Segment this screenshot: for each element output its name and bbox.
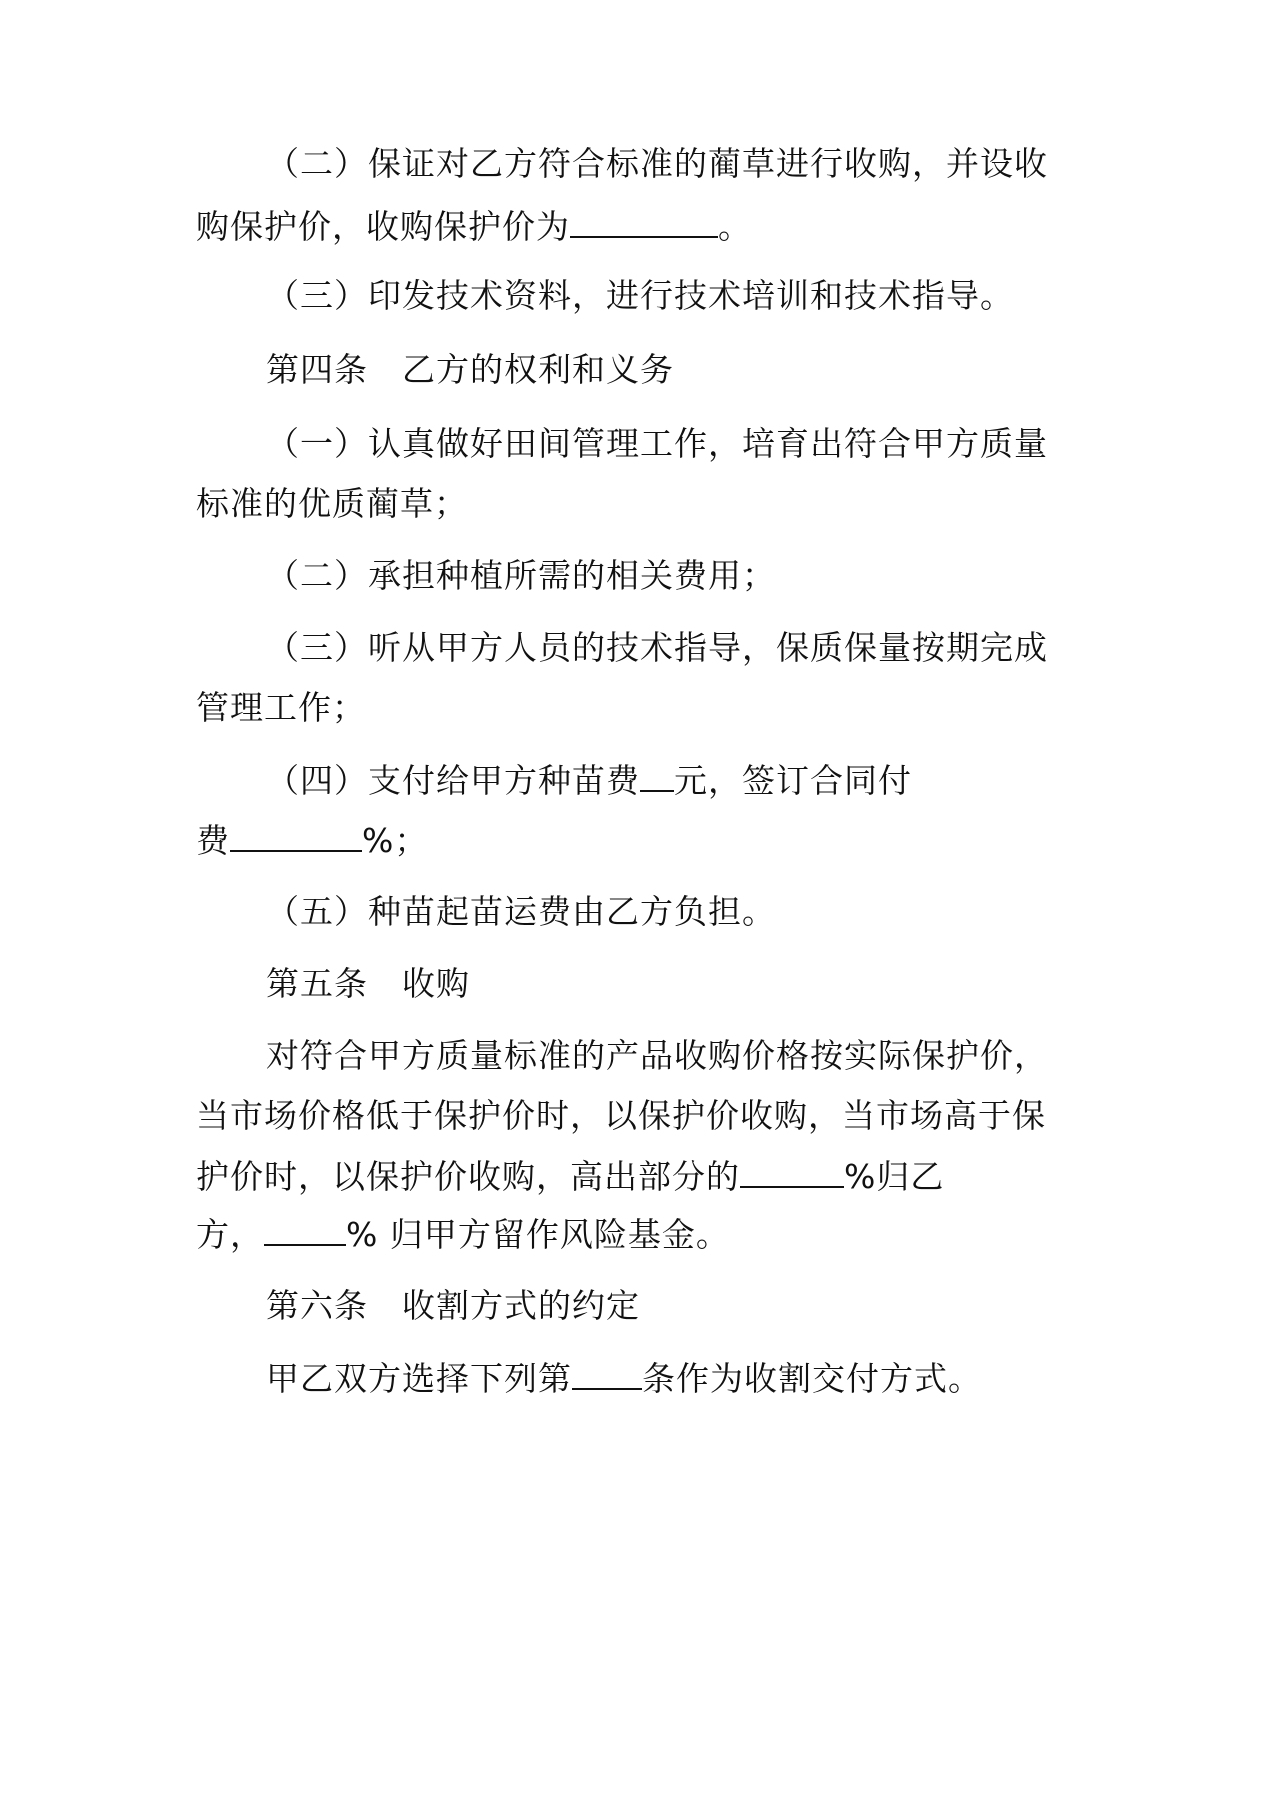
- text: 对符合甲方质量标准的产品收购价格按实际保护价，: [266, 1036, 1048, 1075]
- text: 条作为收割交付方式。: [642, 1359, 982, 1398]
- article-heading: [266, 964, 470, 1004]
- text: 。: [718, 207, 752, 246]
- text: 护价时，以保护价收购，高出部分的: [196, 1157, 740, 1196]
- paragraph-line: [196, 1096, 1046, 1136]
- text: （三）印发技术资料，进行技术培训和技术指导。: [266, 276, 1014, 315]
- paragraph-line: [266, 760, 912, 801]
- paragraph-line: [196, 820, 428, 861]
- article-number: 第五条: [266, 964, 368, 1003]
- paragraph-line: [196, 1156, 944, 1197]
- text: 当市场价格低于保护价时，以保护价收购，当市场高于保: [196, 1096, 1046, 1135]
- text: 标准的优质蔺草；: [196, 484, 468, 523]
- paragraph-line: [266, 556, 776, 596]
- article-number: 第六条: [266, 1286, 368, 1325]
- article-title: 乙方的权利和义务: [402, 350, 674, 389]
- article-title: 收割方式的约定: [402, 1286, 640, 1325]
- text: %归乙: [844, 1157, 945, 1196]
- paragraph-line: [266, 276, 1014, 316]
- paragraph-line: [196, 688, 366, 728]
- text: （二）承担种植所需的相关费用；: [266, 556, 776, 595]
- fill-in-blank: [264, 1214, 346, 1246]
- paragraph-line: [196, 206, 752, 247]
- text: %；: [362, 821, 429, 860]
- text: （一）认真做好田间管理工作，培育出符合甲方质量: [266, 424, 1048, 463]
- text: 甲乙双方选择下列第: [266, 1359, 572, 1398]
- paragraph-line: [266, 424, 1048, 464]
- text: （三）听从甲方人员的技术指导，保质保量按期完成: [266, 628, 1048, 667]
- text: （五）种苗起苗运费由乙方负担。: [266, 892, 776, 931]
- fill-in-blank: [572, 1358, 642, 1390]
- paragraph-line: [266, 628, 1048, 668]
- text: 购保护价，收购保护价为: [196, 207, 570, 246]
- text: 元，签订合同付: [674, 761, 912, 800]
- article-title: 收购: [402, 964, 470, 1003]
- text: 管理工作；: [196, 688, 366, 727]
- article-heading: [266, 350, 674, 390]
- fill-in-blank: [640, 760, 674, 792]
- paragraph-line: [266, 892, 776, 932]
- paragraph-line: [266, 144, 1048, 184]
- text: 方，: [196, 1215, 264, 1254]
- paragraph-line: [196, 484, 468, 524]
- fill-in-blank: [570, 206, 718, 238]
- article-heading: [266, 1286, 640, 1326]
- paragraph-line: [266, 1358, 982, 1399]
- paragraph-line: [266, 1036, 1048, 1076]
- fill-in-blank: [230, 820, 362, 852]
- paragraph-line: [196, 1214, 730, 1255]
- text: （四）支付给甲方种苗费: [266, 761, 640, 800]
- text: % 归甲方留作风险基金。: [346, 1215, 730, 1254]
- text: 费: [196, 821, 230, 860]
- article-number: 第四条: [266, 350, 368, 389]
- text: （二）保证对乙方符合标准的蔺草进行收购，并设收: [266, 144, 1048, 183]
- fill-in-blank: [740, 1156, 844, 1188]
